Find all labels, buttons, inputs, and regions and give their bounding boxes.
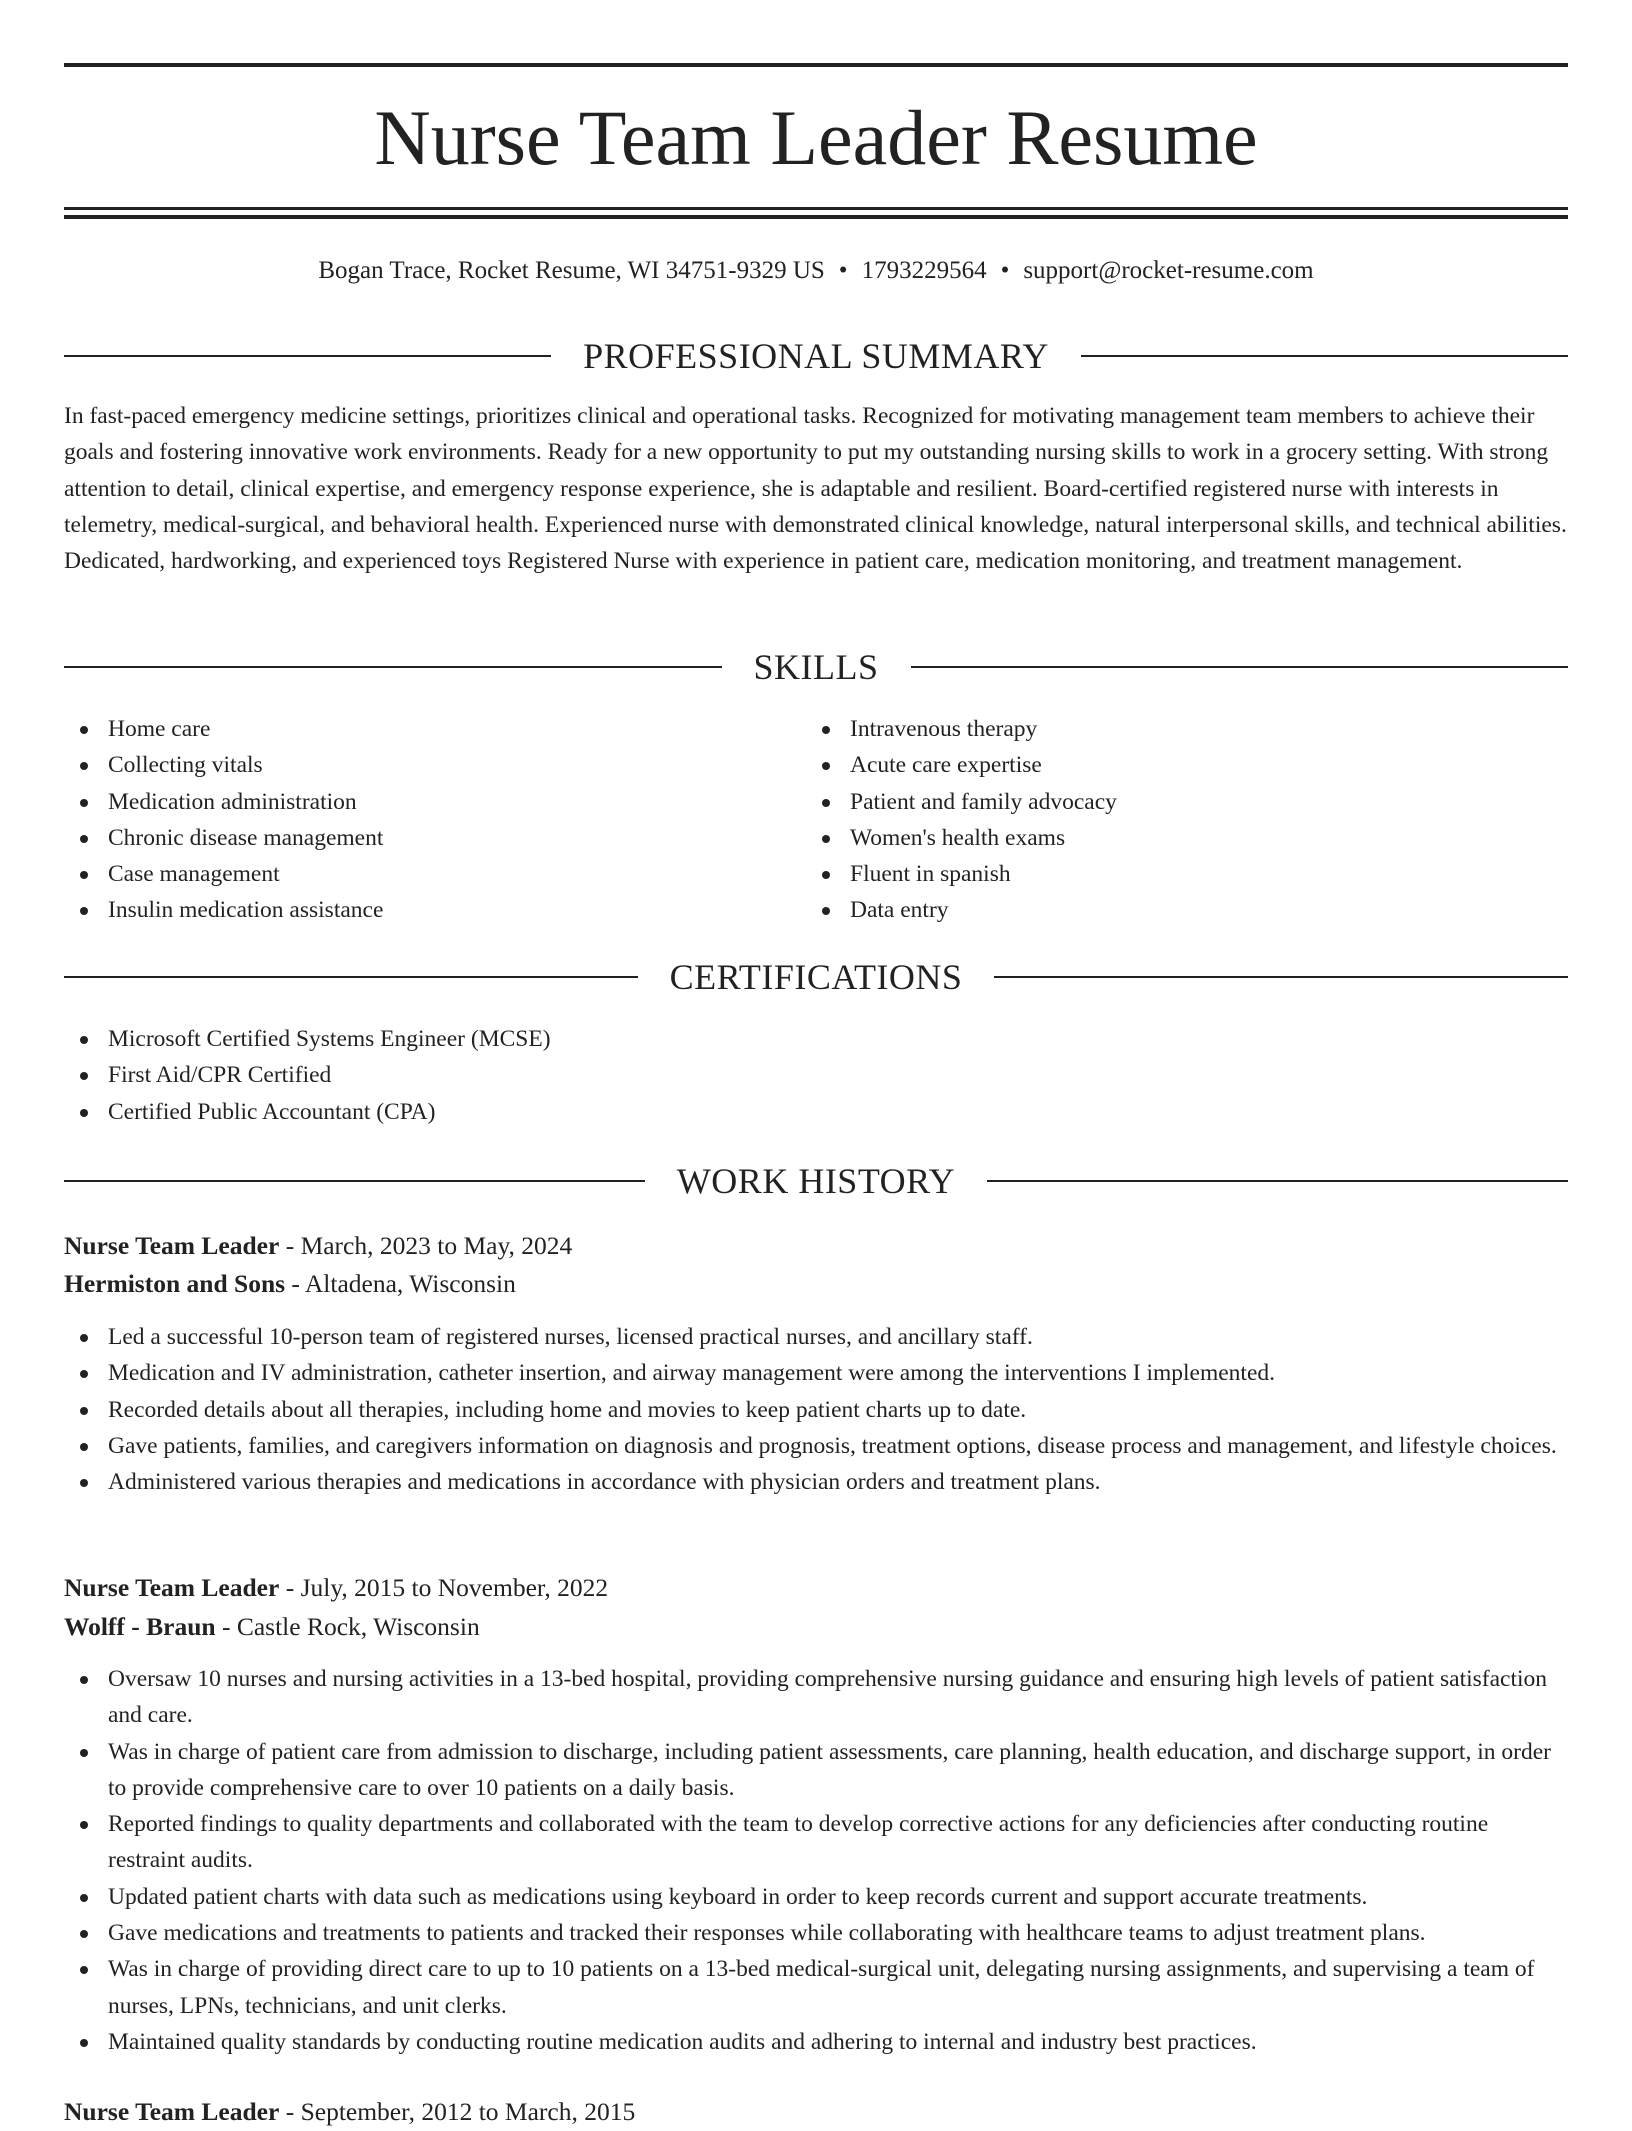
job-company: Wolff - Braun <box>64 1612 216 1641</box>
skill-item: Patient and family advocacy <box>806 784 1506 820</box>
job-duty-item: Was in charge of patient care from admission to discharge, including patient assessments, care planning, health education, and discharge support, in order to provide comprehensive care to over 10 patients on a daily basis. <box>64 1734 1568 1807</box>
title-rule-upper <box>64 207 1568 210</box>
job-duty-item: Gave medications and treatments to patients and tracked their responses while collaborating with healthcare teams to adjust treatment plans. <box>64 1915 1568 1951</box>
job-employer-line <box>64 1264 1568 1303</box>
job-dates: - September, 2012 to March, 2015 <box>279 2097 636 2126</box>
resume-title: Nurse Team Leader Resume <box>374 94 1258 181</box>
job-title: Nurse Team Leader <box>64 1231 280 1260</box>
job-duty-item: Led a successful 10-person team of registered nurses, licensed practical nurses, and ancillary staff. <box>64 1319 1568 1355</box>
job-duty-item: Administered various therapies and medications in accordance with physician orders and treatment plans. <box>64 1464 1568 1500</box>
section-divider-left <box>64 976 638 978</box>
skill-item: Case management <box>64 856 764 892</box>
job-dates: - July, 2015 to November, 2022 <box>279 1573 609 1602</box>
skill-item: Intravenous therapy <box>806 711 1506 747</box>
section-header-summary <box>64 334 1568 378</box>
job-company: Hermiston and Sons <box>64 1269 286 1298</box>
job-duty-item: Gave patients, families, and caregivers information on diagnosis and prognosis, treatment options, disease process and management, and lifestyle choices. <box>64 1428 1568 1464</box>
skill-item: Acute care expertise <box>806 747 1506 783</box>
section-title: CERTIFICATIONS <box>669 957 963 997</box>
section-title: PROFESSIONAL SUMMARY <box>583 336 1049 376</box>
contact-phone: 1793229564 <box>861 257 987 284</box>
section-divider-left <box>64 1180 645 1182</box>
certification-item: Microsoft Certified Systems Engineer (MCSE) <box>64 1021 1568 1057</box>
contact-separator: • <box>838 257 848 284</box>
contact-address: Bogan Trace, Rocket Resume, WI 34751-9329 US <box>318 257 825 284</box>
job-title-line <box>64 1226 1568 1265</box>
section-divider-right <box>1081 355 1568 357</box>
skill-item: Fluent in spanish <box>806 856 1506 892</box>
skill-item: Chronic disease management <box>64 820 764 856</box>
job-duty-item: Recorded details about all therapies, including home and movies to keep patient charts up to date. <box>64 1392 1568 1428</box>
top-rule <box>64 63 1568 67</box>
skill-item: Data entry <box>806 892 1506 928</box>
job-title: Nurse Team Leader <box>64 1573 280 1602</box>
section-title: WORK HISTORY <box>676 1161 956 1201</box>
job-duty-item: Reported findings to quality departments and collaborated with the team to develop corrective actions for any deficiencies after conducting routine restraint audits. <box>64 1806 1568 1879</box>
job-title: Nurse Team Leader <box>64 2097 280 2126</box>
skill-item: Home care <box>64 711 764 747</box>
job-duties-list <box>64 1319 1568 1500</box>
contact-email: support@rocket-resume.com <box>1023 257 1314 284</box>
job-duty-item: Updated patient charts with data such as medications using keyboard in order to keep records current and support accurate treatments. <box>64 1879 1568 1915</box>
summary-text: In fast-paced emergency medicine settings, prioritizes clinical and operational tasks. Recognized for motivating management team members to achieve their goals and fostering innovative work environments. Ready for a new opportunity to put my outstanding nursing skills to work in a grocery setting. With strong attention to detail, clinical expertise, and emergency response experience, she is adaptable and resilient. Board-certified registered nurse with interests in telemetry, medical-surgical, and behavioral health. Experienced nurse with demonstrated clinical knowledge, natural interpersonal skills, and technical abilities. Dedicated, hardworking, and experienced toys Registered Nurse with experience in patient care, medication monitoring, and treatment management. <box>64 403 1567 575</box>
job-location: - Altadena, Wisconsin <box>285 1269 516 1298</box>
job-duty-item: Maintained quality standards by conducting routine medication audits and adhering to internal and industry best practices. <box>64 2024 1568 2060</box>
skills-list-left <box>64 711 764 929</box>
section-divider-right <box>987 1180 1568 1182</box>
skills-list-right <box>806 711 1506 929</box>
job-employer-line <box>64 1607 1568 1646</box>
contact-separator: • <box>1000 257 1010 284</box>
section-title: SKILLS <box>753 647 879 687</box>
section-divider-right <box>911 666 1569 668</box>
skill-item: Medication administration <box>64 784 764 820</box>
section-divider-left <box>64 666 722 668</box>
job-duty-item: Oversaw 10 nurses and nursing activities in a 13-bed hospital, providing comprehensive nursing guidance and ensuring high levels of patient satisfaction and care. <box>64 1661 1568 1734</box>
skill-item: Collecting vitals <box>64 747 764 783</box>
job-dates: - March, 2023 to May, 2024 <box>279 1231 573 1260</box>
certification-item: Certified Public Accountant (CPA) <box>64 1094 1568 1130</box>
job-duties-list <box>64 1661 1568 2060</box>
skill-item: Insulin medication assistance <box>64 892 764 928</box>
certifications-list <box>64 1021 1568 1130</box>
skill-item: Women's health exams <box>806 820 1506 856</box>
job-duty-item: Medication and IV administration, catheter insertion, and airway management were among the interventions I implemented. <box>64 1355 1568 1391</box>
section-header-skills <box>64 645 1568 689</box>
section-divider-left <box>64 355 551 357</box>
job-title-line <box>64 1568 1568 1607</box>
section-header-certifications <box>64 955 1568 999</box>
title-rule-lower <box>64 215 1568 219</box>
section-divider-right <box>994 976 1568 978</box>
section-header-work-history <box>64 1159 1568 1203</box>
contact-line <box>64 254 1568 288</box>
job-location: - Castle Rock, Wisconsin <box>215 1612 480 1641</box>
certification-item: First Aid/CPR Certified <box>64 1057 1568 1093</box>
job-duty-item: Was in charge of providing direct care to up to 10 patients on a 13-bed medical-surgical unit, delegating nursing assignments, and supervising a team of nurses, LPNs, technicians, and unit clerks. <box>64 1951 1568 2024</box>
